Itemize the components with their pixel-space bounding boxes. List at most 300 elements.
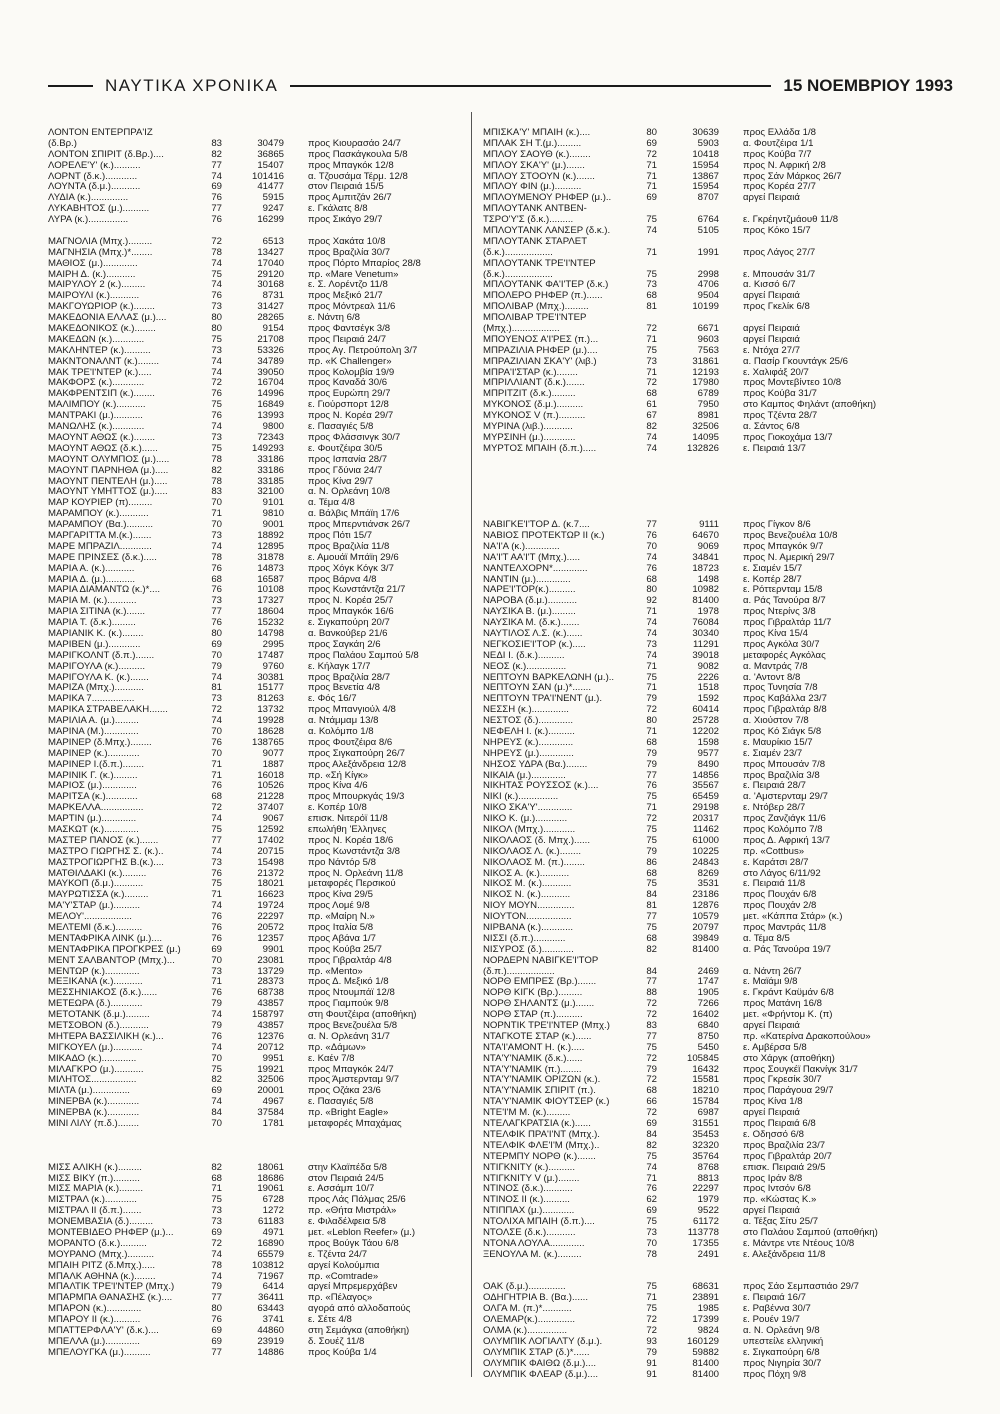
tonnage: 71967 xyxy=(257,1271,284,1282)
tonnage: 9824 xyxy=(697,1325,719,1336)
ship-position: στο Καμπος Φηλάντ (αποθήκη) xyxy=(743,400,877,411)
tonnage: 3531 xyxy=(697,879,719,890)
build-year: 80 xyxy=(211,324,222,335)
ship-name: ΝΤΑ'Υ'ΝΑΜΙΚ (π.)........ xyxy=(483,1064,582,1075)
tonnage: 44860 xyxy=(257,1325,284,1336)
ship-entry-row xyxy=(483,1032,893,1043)
ship-entry-row xyxy=(48,1021,458,1032)
ship-name: ΝΙΣΥΡΟΣ (δ.)............ xyxy=(483,944,574,955)
build-year: 81 xyxy=(211,683,222,694)
ship-position: ε. Ντόβερ 28/7 xyxy=(743,803,806,814)
build-year: 71 xyxy=(211,770,222,781)
ship-position: προς Βάρνα 4/8 xyxy=(308,574,377,585)
ship-position: ε. Ρόττερνταμ 15/8 xyxy=(743,585,823,596)
tonnage: 15232 xyxy=(257,618,284,629)
ship-name: ΜΑΡΑΜΠΟΥ (Βα.).......... xyxy=(48,520,154,531)
ship-position: προς Ισπανία 28/7 xyxy=(308,454,388,465)
ship-name: ΝΤΑΓΚΟΤΕ ΣΤΑΡ (κ.)...... xyxy=(483,1031,592,1042)
ship-position: προς Μπουσάν 7/8 xyxy=(743,759,826,770)
ship-entry-row xyxy=(48,1206,458,1217)
ship-name: ΜΕΝΤΑΦΡΙΚΑ ΠΡΟΓΚΡΕΣ (μ.) xyxy=(48,944,181,955)
ship-position: στον Πειραιά 15/5 xyxy=(308,182,384,193)
build-year: 80 xyxy=(211,1304,222,1315)
ship-entry-row xyxy=(48,662,458,673)
ship-position: στο Παλάου Σαμπού (αποθήκη) xyxy=(743,1227,878,1238)
ship-position: πρ. «Σή Κίγκ» xyxy=(308,770,369,781)
ship-entry-row xyxy=(483,1239,893,1250)
ship-name: ΝΕΣΣΗ (κ.).............. xyxy=(483,705,569,716)
build-year: 75 xyxy=(646,792,657,803)
ship-position: ε. Σιγκαπούρη 6/8 xyxy=(743,1347,820,1358)
ship-entry-row xyxy=(483,988,893,999)
build-year: 68 xyxy=(211,1173,222,1184)
tonnage: 12357 xyxy=(257,933,284,944)
ship-entry-row xyxy=(48,553,458,564)
tonnage: 21372 xyxy=(257,868,284,879)
ship-position: προς Λάγος 27/7 xyxy=(743,247,816,258)
tonnage: 9522 xyxy=(697,1206,719,1217)
ship-position: πρ. «Κώστας Κ.» xyxy=(743,1195,817,1206)
ship-entry-row xyxy=(48,836,458,847)
ship-name: ΜΑΤΘΙΛΔΑΚΙ (κ.)......... xyxy=(48,868,147,879)
ship-name: (δ.π.).................. xyxy=(483,966,555,977)
build-year: 74 xyxy=(646,432,657,443)
ship-name: ΜΠΙΣΚΑ'Υ' ΜΠΑΙΗ (κ.).... xyxy=(483,128,591,138)
build-year: 77 xyxy=(211,204,222,215)
ship-entry-row xyxy=(48,433,458,444)
ship-position: προς Γιβραλτάρ 20/7 xyxy=(743,1151,833,1162)
ship-position: α. Νάντη 26/7 xyxy=(743,966,802,977)
tonnage: 160129 xyxy=(686,1336,719,1347)
ship-entry-row xyxy=(483,662,893,673)
ship-entry-row xyxy=(48,1184,458,1195)
build-year xyxy=(198,1130,222,1141)
tonnage: 81400 xyxy=(692,1358,719,1369)
ship-name: ΜΑΣΤΡΟ ΓΙΩΡΓΗΣ Σ. (κ.).. xyxy=(48,846,164,857)
ship-position: προς Κολομβία 19/9 xyxy=(308,367,395,378)
build-year: 72 xyxy=(211,236,222,247)
ship-name: ΜΑΡΙΓΟΥΛΑ (κ.).......... xyxy=(48,661,146,672)
ship-name: ΜΑΝΩΛΗΣ (κ.)............ xyxy=(48,422,145,433)
ship-position: προς Μπερντιάνσκ 26/7 xyxy=(308,520,411,531)
ship-position: αργεί Πειραιά xyxy=(743,334,800,345)
ship-position: ε. Φουτζέιρα 30/5 xyxy=(308,443,383,454)
ship-position: ε. Αμουάϊ Μπάϊη 29/6 xyxy=(308,552,399,563)
ship-entry-row xyxy=(483,771,893,782)
ship-name: ΜΑΡΤΙΝ (μ.)............. xyxy=(48,814,137,825)
build-year: 69 xyxy=(211,1336,222,1347)
ship-position: ε. Μαυρίκιο 15/7 xyxy=(743,737,813,748)
tonnage: 2491 xyxy=(697,1249,719,1260)
tonnage xyxy=(657,509,719,520)
ship-entry-row xyxy=(483,335,893,346)
ship-position: ε. Πειραιά 16/7 xyxy=(743,1293,806,1304)
tonnage: 1905 xyxy=(697,988,719,999)
ship-name: ΝΙΚΟΛΑΟΣ (δ. Μπχ.)...... xyxy=(483,835,591,846)
build-year: 69 xyxy=(646,1119,657,1130)
ship-name: ΜΠΑΤΤΕΡΦΛΑ'Υ' (δ.κ.).... xyxy=(48,1325,159,1336)
tonnage: 81400 xyxy=(692,1369,719,1380)
build-year: 72 xyxy=(646,1315,657,1326)
tonnage: 7266 xyxy=(697,999,719,1010)
build-year: 70 xyxy=(211,650,222,661)
tonnage: 60414 xyxy=(692,705,719,716)
tonnage: 37584 xyxy=(257,1108,284,1119)
ship-name: ΜΠΟΥΕΝΟΣ Α'Ι'ΡΕΣ (π.)... xyxy=(483,334,599,345)
tonnage: 30168 xyxy=(257,280,284,291)
ship-name: ΜΑΙΡΟΥΛΙ (κ.)........... xyxy=(48,291,140,302)
tonnage: 10579 xyxy=(692,912,719,923)
ship-name xyxy=(483,477,633,488)
tonnage: 29198 xyxy=(692,803,719,814)
build-year: 76 xyxy=(211,737,222,748)
ship-position: προς Ν. Αφρική 2/8 xyxy=(743,160,826,171)
ship-position: αργεί Πειραιά xyxy=(743,1206,800,1217)
tonnage: 17399 xyxy=(692,1315,719,1326)
build-year: 74 xyxy=(211,716,222,727)
ship-entry-row xyxy=(483,433,893,444)
ship-name: ΜΑΛΙΜΠΟΥ (κ.)........... xyxy=(48,400,146,411)
tonnage: 35453 xyxy=(692,1129,719,1140)
ship-entry-row xyxy=(48,226,458,237)
build-year xyxy=(633,466,657,477)
build-year: 71 xyxy=(646,367,657,378)
tonnage: 9901 xyxy=(262,944,284,955)
ship-position: πρ. «Πέλαγος» xyxy=(308,1293,373,1304)
ship-entry-row xyxy=(483,422,893,433)
ship-entry-row xyxy=(483,956,893,967)
ship-name: ΜΑΡΙΑ Τ. (δ.κ.)......... xyxy=(48,618,136,629)
ship-entry-row xyxy=(48,509,458,520)
build-year: 74 xyxy=(211,258,222,269)
ship-entry-row xyxy=(48,673,458,684)
ship-entry-row xyxy=(48,967,458,978)
ship-position: προς Βραζιλία 28/7 xyxy=(308,672,391,683)
ship-position xyxy=(719,956,893,967)
ship-position: στη Φουτζέιρα (αποθήκη) xyxy=(308,1010,417,1021)
build-year: 68 xyxy=(646,291,657,302)
ship-entry-row xyxy=(483,150,893,161)
build-year: 71 xyxy=(646,683,657,694)
tonnage: 17487 xyxy=(257,650,284,661)
ship-position: α. Ν. Ορλεάνη 10/8 xyxy=(308,487,390,498)
build-year xyxy=(198,1141,222,1152)
build-year: 75 xyxy=(646,879,657,890)
tonnage: 9001 xyxy=(262,520,284,531)
build-year: 69 xyxy=(211,182,222,193)
ship-entry-row xyxy=(483,1370,893,1381)
ship-position: ε. Γκρέηντζμάουθ 11/8 xyxy=(743,215,839,226)
tonnage: 18628 xyxy=(257,726,284,737)
tonnage: 16704 xyxy=(257,378,284,389)
tonnage: 20715 xyxy=(257,846,284,857)
ship-name: ΜΑΚΦΡΕΝΤΣΙΠ (κ.)........ xyxy=(48,389,155,400)
ship-entry-row xyxy=(483,640,893,651)
ship-entry-row xyxy=(483,1043,893,1054)
ship-name: ΜΠΡΙΤΖΙΤ (δ.κ.)......... xyxy=(483,389,576,400)
ship-name: ΜΙΣΣ ΑΛΙΚΗ (κ.)......... xyxy=(48,1162,142,1173)
tonnage: 41477 xyxy=(257,182,284,193)
build-year xyxy=(633,455,657,466)
header-rule-middle xyxy=(290,85,771,87)
ship-position: ε. Οδησσό 6/8 xyxy=(743,1129,804,1140)
ship-name: ΝΤΕΡΜΠΥ ΝΟΡΘ (κ.)....... xyxy=(483,1151,596,1162)
build-year: 74 xyxy=(211,541,222,552)
ship-entry-row xyxy=(48,585,458,596)
ship-position: προς Ιταλία 5/8 xyxy=(308,923,374,934)
ship-name: ΜΑΡΙΤΣΑ (κ.)............ xyxy=(48,792,138,803)
build-year: 72 xyxy=(211,803,222,814)
ship-position: προς Ζανζιάγκ 11/6 xyxy=(743,814,826,825)
ship-position: προς Ευρώπη 29/7 xyxy=(308,389,391,400)
ship-position: ε. Κήλαγκ 17/7 xyxy=(308,661,371,672)
ship-position: προς Γκελίκ 6/8 xyxy=(743,302,810,313)
build-year: 71 xyxy=(646,334,657,345)
ship-position: προς Καναδά 30/6 xyxy=(308,378,388,389)
build-year: 74 xyxy=(646,226,657,237)
ship-name: ΜΑΙΡΥΛΟΥ 2 (κ.)......... xyxy=(48,280,146,291)
ship-position: προς Κιουρασάο 24/7 xyxy=(308,138,401,149)
left-column-listing xyxy=(48,128,458,1359)
tonnage: 5450 xyxy=(697,1042,719,1053)
build-year: 74 xyxy=(211,1249,222,1260)
ship-name: ΝΙΚΟΛΑΟΣ Μ. (π.)........ xyxy=(483,857,585,868)
ship-entry-row xyxy=(483,302,893,313)
ship-name: ΜΑΡΙΚΑ ΣΤΡΑΒΕΛΑΚΗ....... xyxy=(48,705,168,716)
tonnage: 9800 xyxy=(262,422,284,433)
ship-position: προς Άμστερνταμ 9/7 xyxy=(308,1075,400,1086)
ship-name: ΝΟΡΘ ΕΜΠΡΕΣ (Βρ.)....... xyxy=(483,977,597,988)
ship-entry-row xyxy=(48,716,458,727)
build-year: 76 xyxy=(211,411,222,422)
ship-entry-row xyxy=(483,673,893,684)
build-year: 75 xyxy=(211,269,222,280)
build-year: 76 xyxy=(646,781,657,792)
ship-name: ΝΙΚΟΣ Ν. (κ.)........... xyxy=(483,890,571,901)
ship-entry-row xyxy=(48,575,458,586)
tonnage xyxy=(657,956,719,967)
build-year: 74 xyxy=(211,846,222,857)
ship-name: ΜΙΓΚΟΥΕΛ (μ.)........... xyxy=(48,1042,143,1053)
ship-entry-row xyxy=(48,1315,458,1326)
build-year: 71 xyxy=(646,1293,657,1304)
tonnage: 13732 xyxy=(257,705,284,716)
build-year: 76 xyxy=(211,1031,222,1042)
build-year: 75 xyxy=(646,1042,657,1053)
tonnage: 5105 xyxy=(697,226,719,237)
build-year: 76 xyxy=(646,1184,657,1195)
tonnage: 39050 xyxy=(257,367,284,378)
build-year: 84 xyxy=(646,1129,657,1140)
tonnage: 4971 xyxy=(262,1227,284,1238)
ship-entry-row xyxy=(483,444,893,455)
ship-name: ΜΕΤΕΩΡΑ (δ.)............ xyxy=(48,999,143,1010)
ship-name: ΜΕΣΣΗΝΙΑΚΟΣ (δ.κ.)...... xyxy=(48,988,158,999)
ship-entry-row xyxy=(48,749,458,760)
tonnage: 1518 xyxy=(697,683,719,694)
ship-position: α. 'Αμστερνταμ 29/7 xyxy=(743,792,828,803)
build-year: 72 xyxy=(646,1053,657,1064)
ship-position: ε. Αλεξάνδρεια 11/8 xyxy=(743,1249,826,1260)
build-year: 74 xyxy=(211,1010,222,1021)
tonnage: 7563 xyxy=(697,345,719,356)
build-year: 69 xyxy=(646,1206,657,1217)
build-year: 82 xyxy=(211,465,222,476)
ship-name xyxy=(483,498,633,509)
tonnage: 6513 xyxy=(262,236,284,247)
ship-position: ε. Σιαμέν 23/7 xyxy=(743,748,803,759)
build-year: 79 xyxy=(646,1347,657,1358)
tonnage: 15498 xyxy=(257,857,284,868)
ship-position: προς Δ. Μεξικό 1/8 xyxy=(308,977,389,988)
tonnage xyxy=(657,1272,719,1283)
ship-name: ΜΙΣΣ ΒΙΚΥ (π.).......... xyxy=(48,1173,140,1184)
ship-position: στην Κλαϊπέδα 5/8 xyxy=(308,1162,388,1173)
build-year xyxy=(633,477,657,488)
ship-entry-row xyxy=(483,923,893,934)
ship-entry-row xyxy=(48,1065,458,1076)
ship-entry-row xyxy=(483,477,893,488)
ship-position: ε. Χαλιφάξ 20/7 xyxy=(743,367,809,378)
ship-entry-row xyxy=(483,575,893,586)
ship-position xyxy=(719,477,893,488)
ship-position: προς Ιντσόν 6/8 xyxy=(743,1184,811,1195)
ship-name: ΝΤΟΛΙΧΑ ΜΠΑΙΗ (δ.π.).... xyxy=(483,1217,595,1228)
ship-entry-row xyxy=(48,760,458,771)
ship-entry-row xyxy=(48,270,458,281)
ship-name: ΟΛΥΜΠΙΚ ΦΛΕΑΡ (δ.μ.).... xyxy=(483,1369,599,1380)
ship-name: ΛΟΥΝΤΑ (δ.μ.)........... xyxy=(48,182,141,193)
ship-entry-row xyxy=(483,1108,893,1119)
ship-name: ΝΤΕΛΑΓΚΡΑΤΣΙΑ (κ.)...... xyxy=(483,1119,591,1130)
build-year: 66 xyxy=(646,1097,657,1108)
ship-name: ΜΑΡΙΝΕΡ (δ.Μπχ.)........ xyxy=(48,737,152,748)
build-year: 72 xyxy=(646,999,657,1010)
ship-entry-row xyxy=(483,291,893,302)
build-year: 70 xyxy=(211,748,222,759)
tonnage xyxy=(657,477,719,488)
build-year: 71 xyxy=(646,661,657,672)
ship-entry-row xyxy=(483,1065,893,1076)
tonnage: 18021 xyxy=(257,879,284,890)
build-year: 69 xyxy=(211,639,222,650)
build-year: 68 xyxy=(211,792,222,803)
build-year: 70 xyxy=(211,520,222,531)
build-year: 80 xyxy=(646,716,657,727)
tonnage: 1978 xyxy=(697,607,719,618)
ship-position xyxy=(719,466,893,477)
ship-name: ΜΑΡΙΑ Δ. (μ.)........... xyxy=(48,574,136,585)
ship-position xyxy=(719,487,893,498)
ship-name: ΝΙΣΣΙ (δ.π.)............ xyxy=(483,933,566,944)
ship-entry-row xyxy=(48,869,458,880)
ship-entry-row xyxy=(48,683,458,694)
tonnage: 18686 xyxy=(257,1173,284,1184)
ship-entry-row xyxy=(48,1228,458,1239)
ship-position: α. Τέξας Σίτυ 25/7 xyxy=(743,1217,819,1228)
ship-name: ΜΑΚΓΟΥΩΡΙΟΡ (κ.)........ xyxy=(48,302,155,313)
build-year: 76 xyxy=(211,618,222,629)
tonnage: 9577 xyxy=(697,748,719,759)
build-year: 76 xyxy=(211,563,222,574)
ship-name: ΝΕΔΙ Ι. (δ.κ.).......... xyxy=(483,650,565,661)
ship-position: προς Κόκο 15/7 xyxy=(743,226,811,237)
ship-position: προς Σάο Σεμπαστιάο 29/7 xyxy=(743,1282,860,1293)
build-year: 76 xyxy=(211,389,222,400)
build-year: 76 xyxy=(211,193,222,204)
ship-entry-row xyxy=(483,237,893,248)
ship-position: προς Βραζιλία 11/8 xyxy=(308,541,390,552)
tonnage: 43857 xyxy=(257,999,284,1010)
build-year: 72 xyxy=(646,814,657,825)
build-year: 73 xyxy=(646,280,657,291)
ship-name: ΜΑΚΦΟΡΣ (κ.)............ xyxy=(48,378,145,389)
ship-position: προς Πουχάν 6/8 xyxy=(743,890,817,901)
ship-entry-row xyxy=(483,792,893,803)
tonnage: 14886 xyxy=(257,1347,284,1358)
tonnage: 16623 xyxy=(257,890,284,901)
ship-name: ΜΟΝΕΜΒΑΣΙΑ (δ.)......... xyxy=(48,1217,154,1228)
ship-name: ΜΠΛΟΥ ΣΚΑ'Υ' (μ.)....... xyxy=(483,160,585,171)
ship-entry-row xyxy=(48,771,458,782)
tonnage: 2469 xyxy=(697,966,719,977)
ship-name: ΜΟΝΤΕΒΙΔΕΟ ΡΗΦΕΡ (μ.)... xyxy=(48,1227,174,1238)
ship-entry-row xyxy=(483,400,893,411)
build-year: 76 xyxy=(211,912,222,923)
ship-name: ΜΑΡΙΛΙΑ Α. (μ.)......... xyxy=(48,716,139,727)
ship-position: προς Ν. Ορλεάνη 11/8 xyxy=(308,868,404,879)
ship-name: ΜΑΚΛΗΝΤΕΡ (κ.).......... xyxy=(48,345,151,356)
tonnage: 37407 xyxy=(257,803,284,814)
ship-name: ΝΙΚΟ ΣΚΑ'Υ'............. xyxy=(483,803,573,814)
tonnage: 14873 xyxy=(257,563,284,574)
ship-name: ΜΑΡΕ ΜΠΡΑΖΙΛ............ xyxy=(48,541,152,552)
ship-position: μεταφορές Περσικού xyxy=(308,879,396,890)
ship-name: ΜΠΑΙΗ ΡΙΤΖ (δ.Μπχ.)..... xyxy=(48,1260,156,1271)
tonnage: 5915 xyxy=(262,193,284,204)
ship-entry-row xyxy=(48,259,458,270)
tonnage: 13993 xyxy=(257,411,284,422)
ship-position: προς Πασκάγκουλα 5/8 xyxy=(308,149,408,160)
ship-entry-row xyxy=(483,879,893,890)
ship-name: ΝΑΒΙΓΚΕ'Ι'ΤΟΡ Δ. (κ.7.... xyxy=(483,520,590,531)
tonnage: 20001 xyxy=(257,1086,284,1097)
build-year xyxy=(633,1261,657,1272)
ship-name xyxy=(48,226,198,237)
ship-name: ΜΑΟΥΝΤ ΑΘΩΣ (δ.κ.)...... xyxy=(48,443,158,454)
build-year: 75 xyxy=(646,825,657,835)
ship-position: προς Πόρτο Μπαρίος 28/8 xyxy=(308,258,421,269)
ship-position: προς Μπαγκόκ 24/7 xyxy=(308,1064,394,1075)
build-year: 70 xyxy=(211,955,222,966)
ship-position xyxy=(284,1152,458,1163)
build-year: 68 xyxy=(646,933,657,944)
ship-entry-row xyxy=(483,368,893,379)
ship-name: ΜΑΚΕΔΟΝΙΑ ΕΛΛΑΣ (μ.).... xyxy=(48,313,167,324)
ship-entry-row xyxy=(48,901,458,912)
tonnage: 22297 xyxy=(692,1184,719,1195)
tonnage: 21228 xyxy=(257,792,284,803)
build-year: 93 xyxy=(646,1336,657,1347)
ship-position: προς Κίνα 29/5 xyxy=(308,890,373,901)
ship-entry-row xyxy=(48,792,458,803)
ship-position: α. Κολόμπο 1/8 xyxy=(308,726,374,737)
ship-entry-row xyxy=(48,1326,458,1337)
tonnage: 12876 xyxy=(692,901,719,912)
build-year: 71 xyxy=(646,182,657,193)
build-year: 73 xyxy=(211,530,222,541)
ship-position: ε. Σ. Λορέντζο 11/8 xyxy=(308,280,388,291)
